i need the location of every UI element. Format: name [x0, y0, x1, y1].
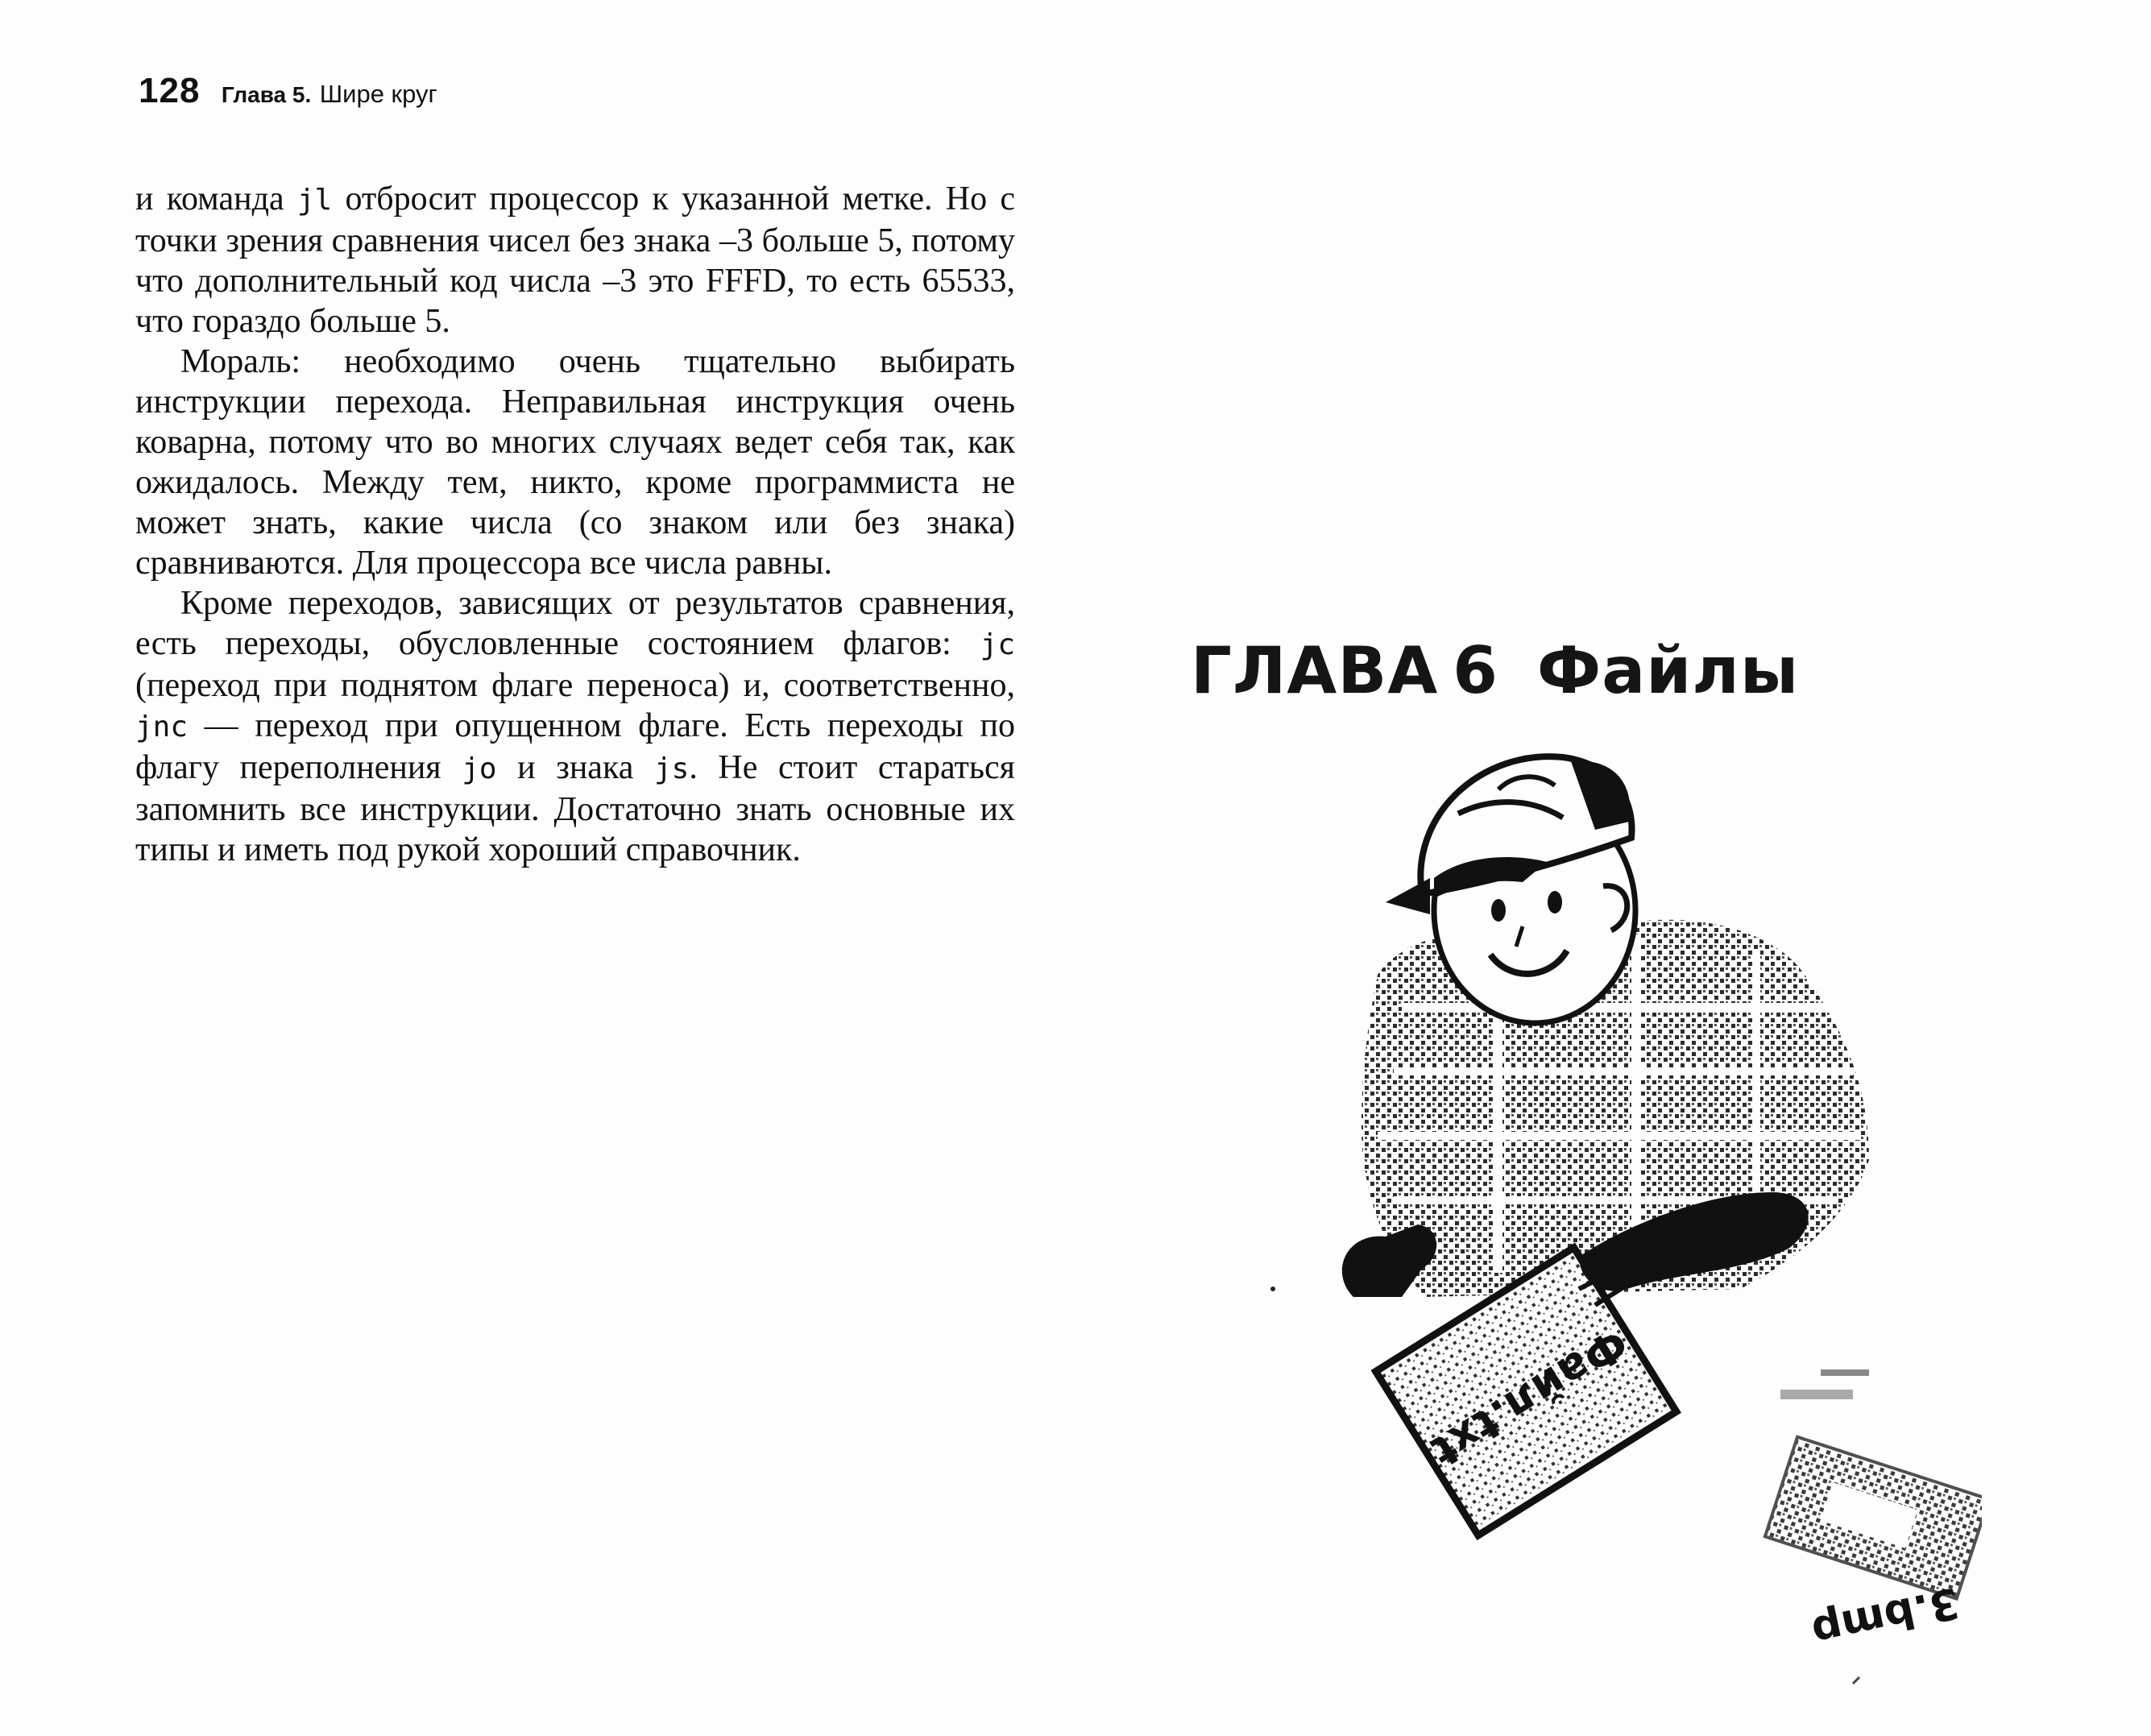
inline-code-jnc: jnc	[135, 711, 189, 744]
chapter-heading	[1191, 633, 1799, 708]
chapter-label: ГЛАВА	[1191, 633, 1439, 708]
paragraph-2: Мораль: необходимо очень тщательно выбирать инструкции перехода. Неправильная инструкция очень коварна, потому что во многих случаях ведет себя так, как ожидалось. Между тем, никто, кроме программиста не может знать, какие числа (со знаком или без знака) сравниваются. Для процессора все числа равны.	[135, 343, 1015, 582]
running-head	[139, 71, 437, 111]
page-number: 128	[139, 71, 201, 110]
floppy-label: 3.bmp	[1807, 1577, 1963, 1656]
inline-code-jo: jo	[462, 752, 497, 785]
paragraph-3-part-5: . Не стоит стараться запомнить все инструкции. Достаточно знать основные их типы и иметь под рукой хороший справочник.	[135, 749, 1016, 868]
paragraph-3	[135, 583, 1015, 870]
paragraph-1-rest: отбросит процессор к указанной метке. Но с точки зрения сравнения чисел без знака –3 больше 5, потому что дополнительный код числа –3 это FFFD, то есть 65533, что гораздо больше 5.	[135, 180, 1015, 340]
chapter-title: Файлы	[1536, 633, 1800, 708]
paragraph-3-part-4: и знака	[496, 749, 654, 786]
inline-code-jc: jc	[980, 628, 1015, 661]
paragraph-1-start: и команда	[135, 180, 297, 218]
running-head-chapter-title: Шире круг	[319, 80, 437, 108]
inline-code-js: js	[653, 752, 690, 785]
chapter-number: 6	[1453, 633, 1498, 708]
paragraph-1	[135, 179, 1015, 342]
body-text	[135, 179, 1015, 870]
paragraph-3-part-3: — переход при опущенном флаге. Есть переходы по флагу переполнения	[135, 707, 1015, 786]
paragraph-3-part-2: (переход при поднятом флаге переноса) и, соответственно,	[135, 667, 1015, 704]
chapter-illustration	[1257, 741, 1982, 1708]
boy-reading-illustration	[1257, 741, 1982, 1708]
paragraph-3-part-1: Кроме переходов, зависящих от результатов сравнения, есть переходы, обусловленные состоянием флагов:	[135, 585, 1015, 662]
paper-label: Файл.txt	[1422, 1317, 1637, 1477]
inline-code-jl: jl	[296, 184, 333, 217]
running-head-chapter-label: Глава 5.	[221, 82, 312, 107]
